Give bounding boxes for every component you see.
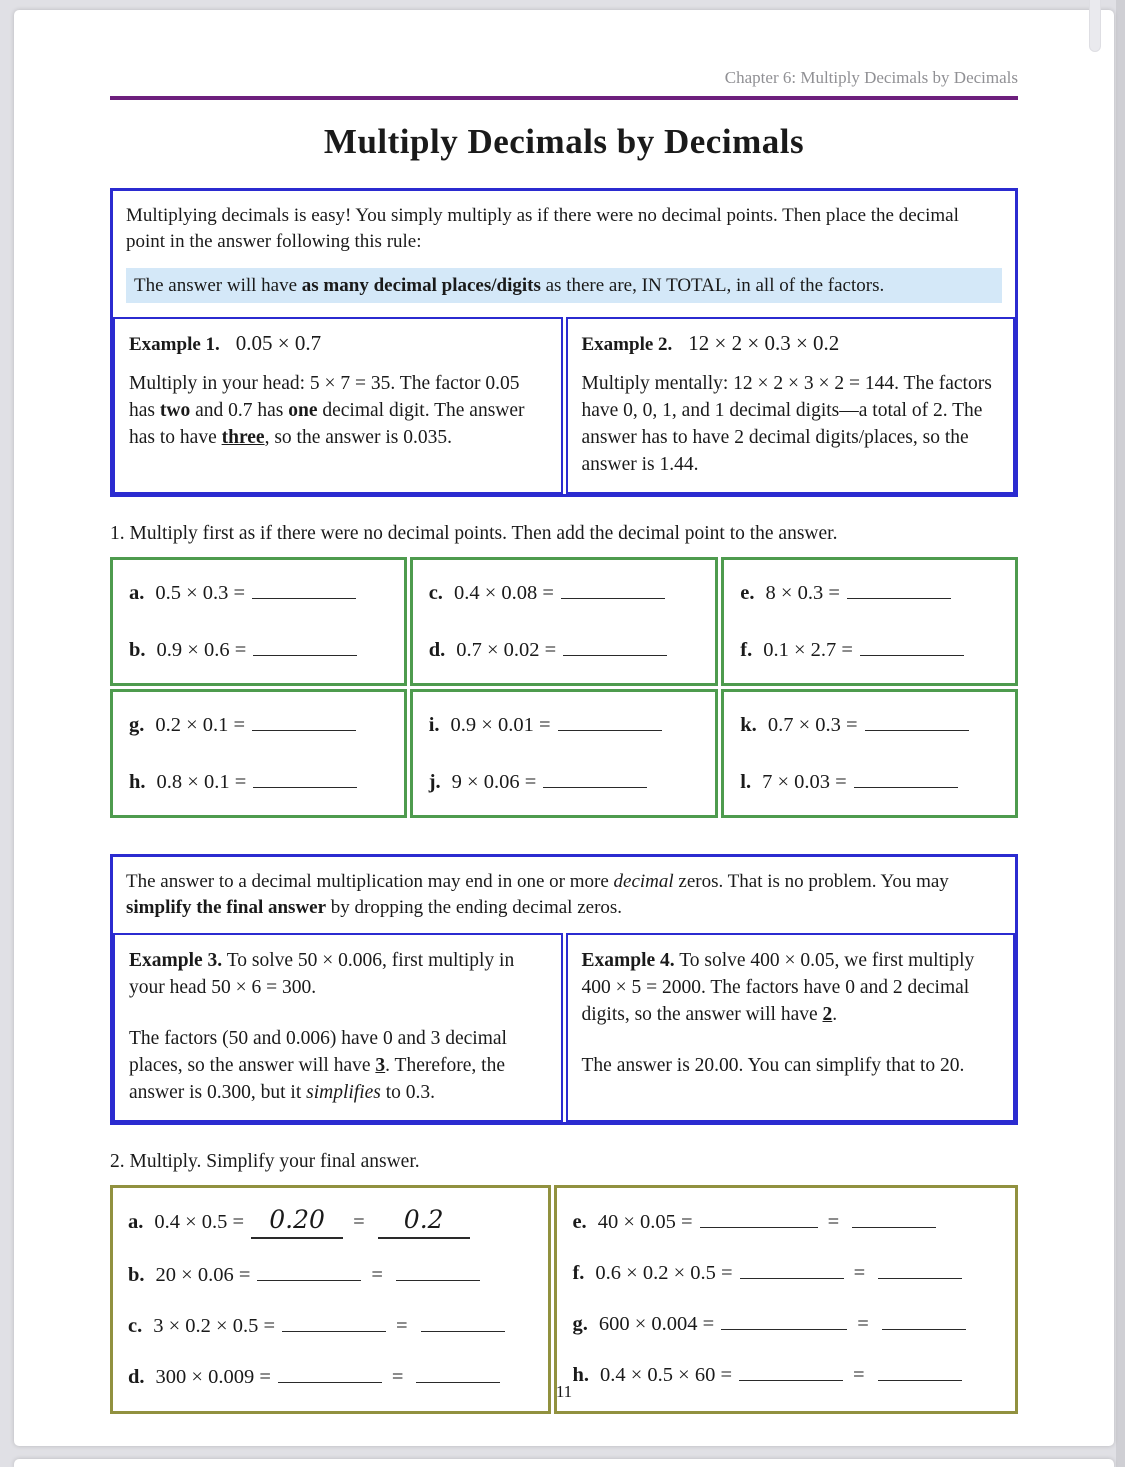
- problem-label: d.: [128, 1366, 145, 1388]
- problem-item-i: [429, 710, 710, 740]
- simplify-text: The answer to a decimal multiplication may end in one or more: [126, 871, 614, 892]
- problem-item-j: [429, 767, 710, 797]
- example-1-text-bold: one: [288, 400, 318, 421]
- problem-expression: 7 × 0.03 =: [762, 771, 847, 793]
- exercise-1-cell: [110, 557, 407, 686]
- answer-blank: [257, 1261, 361, 1282]
- example-3-text-underlined: 3: [375, 1055, 386, 1076]
- problem-label: c.: [128, 1315, 143, 1337]
- answer-blank: [721, 1310, 847, 1331]
- problem-label: a.: [128, 1211, 144, 1233]
- answer-blank: [700, 1208, 818, 1229]
- problem-expression: 0.8 × 0.1 =: [156, 771, 247, 793]
- problem-label: i.: [428, 714, 440, 736]
- problem-item-h: [129, 767, 398, 797]
- problem-expression: 0.6 × 0.2 × 0.5 =: [595, 1262, 733, 1284]
- example-1-expression: 0.05 × 0.7: [235, 331, 322, 355]
- answer-blank-filled: [251, 1207, 343, 1239]
- equals-sign: =: [857, 1313, 869, 1335]
- problem-expression: 0.4 × 0.5 =: [154, 1211, 245, 1233]
- rule-text: The answer will have: [134, 275, 302, 296]
- example-3-text: The factors (50 and 0.006) have 0 and 3 decimal places, so the answer will have: [129, 1028, 507, 1076]
- problem-expression: 0.2 × 0.1 =: [155, 714, 246, 736]
- problem-expression: 8 × 0.3 =: [765, 582, 840, 604]
- intro-paragraph: Multiplying decimals is easy! You simply multiply as if there were no decimal points. Then place the decimal point in the answer following this rule:: [126, 205, 959, 252]
- example-3-text-italic: simplifies: [306, 1082, 381, 1103]
- answer-blank: [396, 1261, 480, 1282]
- problem-expression: 0.7 × 0.3 =: [767, 714, 858, 736]
- answer-blank: [278, 1363, 382, 1384]
- problem-label: e.: [572, 1211, 587, 1233]
- example-3-text: to 0.3.: [380, 1082, 436, 1103]
- simplify-text: zeros. That is no problem. You may: [673, 871, 949, 892]
- example-1-box: [113, 317, 563, 494]
- example-3-text: To solve 50 × 0.006, first multiply in your head 50 × 6 = 300.: [129, 950, 515, 998]
- problem-item-e: [740, 578, 1009, 608]
- problem-label: b.: [128, 1264, 145, 1286]
- problem-label: f.: [572, 1262, 585, 1284]
- problem-item-2g: [572, 1309, 1011, 1339]
- simplify-text: by dropping the ending decimal zeros.: [326, 897, 623, 918]
- example-2-expression: 12 × 2 × 0.3 × 0.2: [688, 331, 840, 355]
- problem-label: c.: [428, 582, 443, 604]
- problem-expression: 300 × 0.009 =: [155, 1366, 271, 1388]
- problem-item-d: [429, 635, 710, 665]
- example-4-box: [566, 933, 1016, 1122]
- answer-blank: [561, 579, 665, 600]
- exercise-1-cell: [110, 689, 407, 818]
- problem-label: k.: [740, 714, 757, 736]
- exercise-1-instruction: 1. Multiply first as if there were no decimal points. Then add the decimal point to the answer.: [110, 523, 838, 544]
- equals-sign: =: [353, 1211, 365, 1233]
- problem-label: d.: [428, 639, 446, 661]
- scrollbar-thumb[interactable]: [1089, 0, 1101, 52]
- page-title: Multiply Decimals by Decimals: [323, 122, 805, 161]
- problem-expression: 0.9 × 0.6 =: [156, 639, 247, 661]
- example-3-box: [113, 933, 563, 1122]
- problem-expression: 600 × 0.004 =: [598, 1313, 715, 1335]
- problem-expression: 20 × 0.06 =: [155, 1264, 251, 1286]
- simplify-text-bold: simplify the final answer: [126, 897, 327, 918]
- answer-blank: [852, 1208, 936, 1229]
- handwritten-answer: 0.2: [403, 1205, 444, 1234]
- exercise-1-cell: [721, 689, 1018, 818]
- problem-label: a.: [129, 582, 145, 604]
- answer-blank: [847, 579, 951, 600]
- rule-text: as there are, IN TOTAL, in all of the factors.: [540, 275, 885, 296]
- page-content: [110, 10, 1018, 1414]
- example-1-text-underlined: three: [221, 427, 265, 448]
- equals-sign: =: [853, 1262, 866, 1284]
- problem-item-2b: [128, 1260, 544, 1290]
- equals-sign: =: [391, 1366, 404, 1388]
- examples-1-2-grid: [113, 317, 1015, 494]
- equals-sign: =: [371, 1264, 383, 1286]
- answer-blank: [739, 1361, 843, 1382]
- simplify-text-italic: decimal: [613, 871, 674, 892]
- answer-blank: [543, 768, 647, 789]
- chapter-header: Chapter 6: Multiply Decimals by Decimals: [724, 68, 1018, 87]
- problem-expression: 0.5 × 0.3 =: [155, 582, 246, 604]
- example-1-text: decimal digit. The answer has to have: [129, 400, 525, 448]
- problem-item-2a: [128, 1207, 544, 1239]
- example-1-text: and 0.7 has: [190, 400, 289, 421]
- simplify-rule-box: [110, 854, 1018, 1125]
- example-3-text: . Therefore, the answer is 0.300, but it: [129, 1055, 505, 1103]
- example-2-heading: [582, 331, 1000, 356]
- problem-item-2f: [572, 1258, 1011, 1288]
- examples-3-4-grid: [113, 933, 1015, 1122]
- example-1-label: Example 1.: [129, 334, 220, 355]
- answer-blank: [253, 636, 357, 657]
- problem-expression: 9 × 0.06 =: [451, 771, 537, 793]
- problem-label: g.: [572, 1313, 588, 1335]
- problem-label: g.: [129, 714, 145, 736]
- handwritten-answer: 0.20: [269, 1205, 325, 1234]
- problem-label: e.: [740, 582, 755, 604]
- example-1-text: Multiply in your head: 5 × 7 = 35. The factor 0.05 has: [129, 373, 520, 421]
- answer-blank: [252, 579, 356, 600]
- problem-expression: 0.7 × 0.02 =: [456, 639, 557, 661]
- example-1-body: [129, 370, 547, 451]
- equals-sign: =: [396, 1315, 408, 1337]
- problem-expression: 40 × 0.05 =: [597, 1211, 693, 1233]
- example-4-text: To solve 400 × 0.05, we first multiply 400 × 5 = 2000. The factors have 0 and 2 decimal digits, so the answer will have: [581, 950, 975, 1025]
- answer-blank: [563, 636, 667, 657]
- simplify-paragraph: [126, 869, 1002, 921]
- problem-item-k: [740, 710, 1009, 740]
- exercise-2-instruction: 2. Multiply. Simplify your final answer.: [110, 1151, 420, 1172]
- problem-label: l.: [740, 771, 752, 793]
- answer-blank: [882, 1310, 966, 1331]
- problem-item-f: [740, 635, 1009, 665]
- example-4-label: Example 4.: [581, 950, 675, 971]
- answer-blank: [253, 768, 357, 789]
- problem-expression: 0.4 × 0.08 =: [453, 582, 554, 604]
- answer-blank: [865, 711, 969, 732]
- rule-highlight: [126, 268, 1002, 303]
- page-number: 11: [555, 1382, 573, 1401]
- problem-expression: 0.1 × 2.7 =: [763, 639, 853, 661]
- equals-sign: =: [853, 1364, 865, 1386]
- example-2-body: Multiply mentally: 12 × 2 × 3 × 2 = 144. The factors have 0, 0, 1, and 1 decimal digits—a total of 2. The answer has to have 2 decimal digits/places, so the answer is 1.44.: [581, 373, 992, 475]
- intro-rule-box: [110, 188, 1018, 497]
- example-1-text-bold: two: [159, 400, 191, 421]
- answer-blank: [558, 711, 662, 732]
- worksheet-page: [14, 10, 1114, 1446]
- problem-item-g: [129, 710, 398, 740]
- problem-label: h.: [572, 1364, 589, 1386]
- problem-label: j.: [428, 771, 441, 793]
- answer-blank: [421, 1312, 505, 1333]
- exercise-1-grid: [110, 557, 1018, 818]
- exercise-2-right-cell: [554, 1185, 1018, 1414]
- answer-blank: [878, 1361, 962, 1382]
- problem-label: f.: [740, 639, 753, 661]
- problem-item-c: [429, 578, 710, 608]
- exercise-2-left-cell: [110, 1185, 551, 1414]
- answer-blank: [860, 636, 964, 657]
- example-2-box: [566, 317, 1016, 494]
- example-2-label: Example 2.: [581, 334, 673, 355]
- viewer-background: [1116, 0, 1125, 1467]
- answer-blank-filled: [378, 1207, 470, 1239]
- answer-blank: [878, 1259, 962, 1280]
- problem-item-a: [129, 578, 398, 608]
- exercise-1-cell: [410, 557, 719, 686]
- answer-blank: [282, 1312, 386, 1333]
- answer-blank: [416, 1363, 500, 1384]
- problem-label: b.: [129, 639, 146, 661]
- example-3-paragraph-2: [129, 1025, 547, 1106]
- example-4-paragraph-2: The answer is 20.00. You can simplify that to 20.: [581, 1055, 965, 1076]
- example-4-paragraph-1: [582, 947, 1000, 1028]
- answer-blank: [252, 711, 356, 732]
- example-4-text: .: [832, 1004, 838, 1025]
- problem-label: h.: [129, 771, 146, 793]
- rule-text-bold: as many decimal places/digits: [301, 275, 541, 296]
- problem-item-2c: [128, 1311, 544, 1341]
- equals-sign: =: [827, 1211, 840, 1233]
- problem-expression: 0.4 × 0.5 × 60 =: [599, 1364, 733, 1386]
- problem-expression: 3 × 0.2 × 0.5 =: [153, 1315, 276, 1337]
- problem-item-b: [129, 635, 398, 665]
- exercise-1-cell: [410, 689, 719, 818]
- example-4-text-underlined: 2: [822, 1004, 833, 1025]
- exercise-2-grid: [110, 1185, 1018, 1414]
- example-3-label: Example 3.: [129, 950, 223, 971]
- problem-item-l: [740, 767, 1009, 797]
- problem-expression: 0.9 × 0.01 =: [450, 714, 551, 736]
- exercise-1-cell: [721, 557, 1018, 686]
- problem-item-2e: [572, 1207, 1011, 1237]
- answer-blank: [740, 1259, 844, 1280]
- next-page-edge: [14, 1459, 1114, 1467]
- example-1-heading: [129, 331, 547, 356]
- header-divider-rule: [110, 96, 1018, 100]
- example-3-paragraph-1: [129, 947, 547, 1001]
- answer-blank: [854, 768, 958, 789]
- example-1-text: , so the answer is 0.035.: [264, 427, 452, 448]
